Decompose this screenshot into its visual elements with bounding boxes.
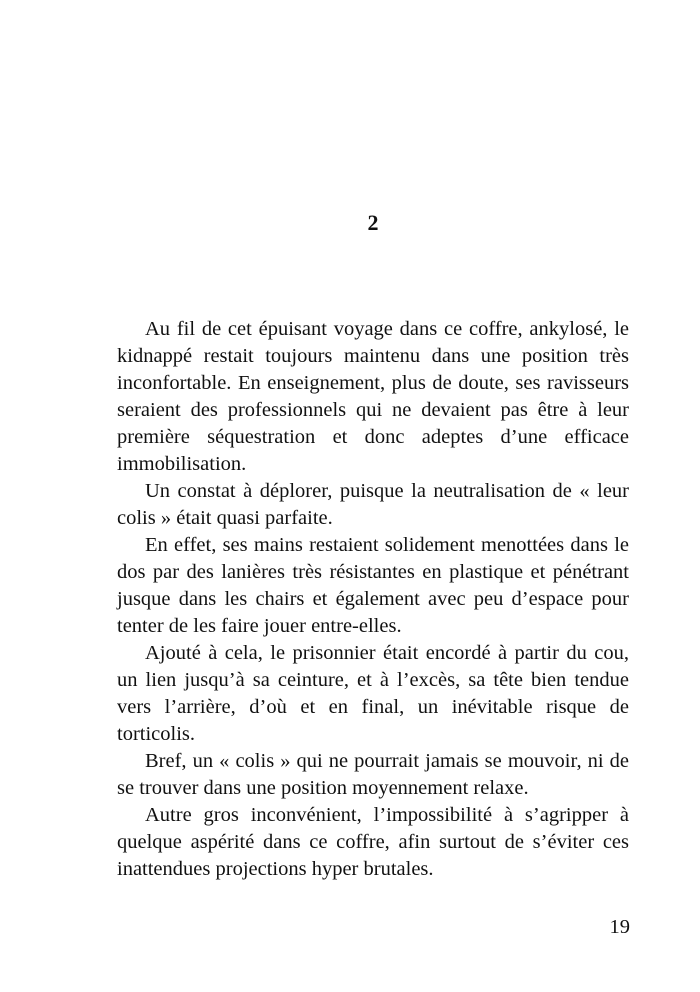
paragraph: Ajouté à cela, le prisonnier était encordé à partir du cou, un lien jusqu’à sa ceinture, et à l’excès, sa tête bien tendue vers l’arrière, d’où et en final, un inévitable risque de torticolis. (117, 642, 629, 745)
page-number: 19 (609, 916, 630, 938)
paragraph: En effet, ses mains restaient solidement menottées dans le dos par des lanières très résistantes en plastique et pénétrant jusque dans les chairs et également avec peu d’espace pour tenter de les faire jouer entre-elles. (117, 534, 629, 637)
chapter-body (117, 316, 629, 883)
paragraph: Autre gros inconvénient, l’impossibilité à s’agripper à quelque aspérité dans ce coffre, afin surtout de s’éviter ces inattendues projections hyper brutales. (117, 804, 629, 880)
paragraph: Un constat à déplorer, puisque la neutralisation de « leur colis » était quasi parfaite. (117, 480, 629, 529)
paragraph: Au fil de cet épuisant voyage dans ce coffre, ankylosé, le kidnappé restait toujours maintenu dans une position très inconfortable. En enseignement, plus de doute, ses ravisseurs seraient des professionnels qui ne devaient pas être à leur première séquestration et donc adeptes d’une efficace immobilisation. (117, 318, 629, 475)
paragraph: Bref, un « colis » qui ne pourrait jamais se mouvoir, ni de se trouver dans une position moyennement relaxe. (117, 750, 629, 799)
chapter-number: 2 (367, 210, 379, 235)
